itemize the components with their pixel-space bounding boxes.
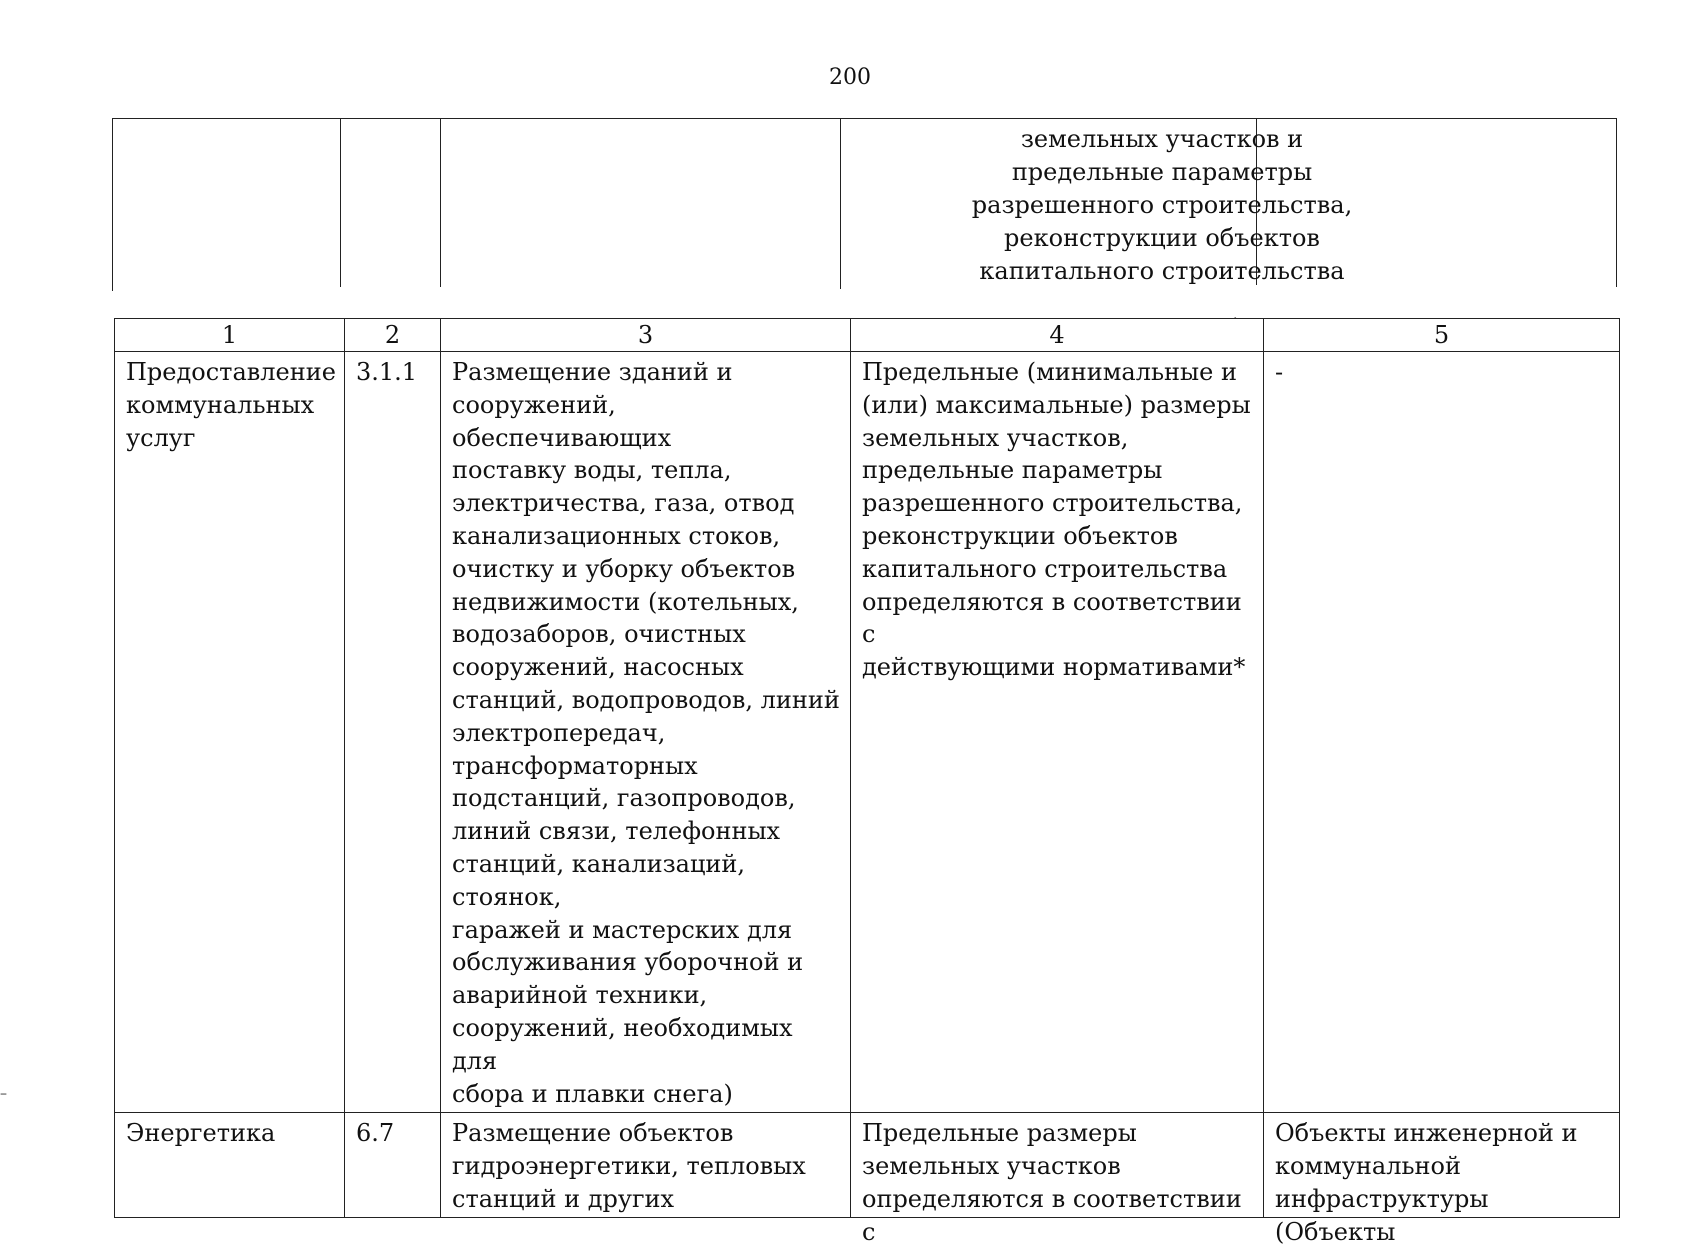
- use-type-restrictions-text: Объекты инженерной и коммунальной инфраструктуры (Объекты: [1275, 1119, 1578, 1246]
- column-header: 5: [1264, 319, 1620, 352]
- column-header: 2: [345, 319, 441, 352]
- column-rule: [840, 119, 841, 289]
- use-type-parameters: Предельные (минимальные и (или) максимальные) размеры земельных участков, предельные параметры разрешенного строительства, реконструкции объектов капитального строительства определяются в соответствии с действующими нормативами*: [851, 352, 1264, 1113]
- use-type-name-text: Энергетика: [126, 1119, 276, 1148]
- use-type-description: [441, 1113, 851, 1218]
- continued-table-fragment: [112, 118, 1617, 291]
- table-header-row: [115, 319, 1620, 352]
- column-header: 1: [115, 319, 345, 352]
- use-type-code: 3.1.1: [345, 352, 441, 1113]
- scan-mark: –: [0, 1086, 7, 1102]
- use-type-description-text: Размещение объектов гидроэнергетики, тепловых станций и других: [452, 1119, 806, 1213]
- use-type-code: [345, 1113, 441, 1218]
- table-row: [115, 1113, 1620, 1218]
- column-rule: [440, 119, 441, 287]
- column-rule: [340, 119, 341, 287]
- scan-speck: .: [1233, 307, 1238, 323]
- use-type-name: [115, 1113, 345, 1218]
- continued-cell-text: земельных участков и предельные параметры разрешенного строительства, реконструкции объектов капитального строительства: [971, 125, 1353, 285]
- column-rule: [112, 119, 113, 291]
- page-number: 200: [829, 65, 871, 90]
- use-type-restrictions: -: [1264, 352, 1620, 1113]
- use-type-parameters-text: Предельные размеры земельных участков определяются в соответствии с: [862, 1119, 1242, 1246]
- use-type-restrictions: [1264, 1113, 1620, 1246]
- use-type-description: Размещение зданий и сооружений, обеспечивающих поставку воды, тепла, электричества, газа, отвод канализационных стоков, очистку и уборку объектов недвижимости (котельных, водозаборов, очистных сооружений, насосных станций, водопроводов, линий электропередач, трансформаторных подстанций, газопроводов, линий связи, телефонных станций, канализаций, стоянок, гаражей и мастерских для обслуживания уборочной и аварийной техники, сооружений, необходимых для сбора и плавки снега): [441, 352, 851, 1113]
- use-type-code-text: 6.7: [356, 1119, 395, 1148]
- column-rule: [1616, 119, 1617, 287]
- use-type-parameters: [851, 1113, 1264, 1246]
- land-use-table: [114, 318, 1620, 1246]
- column-header: 3: [441, 319, 851, 352]
- use-type-name: Предоставление коммунальных услуг: [115, 352, 345, 1113]
- table-row: [115, 352, 1620, 1113]
- column-header: 4: [851, 319, 1264, 352]
